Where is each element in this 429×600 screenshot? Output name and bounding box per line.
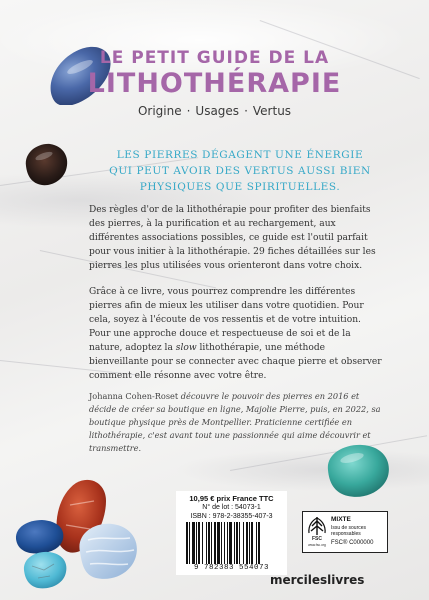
barcode-bar: [246, 522, 248, 564]
fsc-source: Issu de sources: [331, 525, 367, 531]
subtitle-vertus: Vertus: [252, 104, 292, 118]
barcode-bar: [224, 522, 225, 564]
barcode-bar: [196, 522, 197, 564]
lead-line: QUI PEUT AVOIR DES VERTUS AUSSI BIEN: [109, 165, 371, 177]
barcode-bar: [186, 522, 188, 564]
author-bio-text: découvre le pouvoir des pierres en 2016 et décide de créer sa boutique en ligne, Majolie Pierre, puis, en 2022, sa boutique physique près de Montpellier. Praticienne certifiée en lithothérapie, c'est avant tout une passionnée qui aime découvrir et transmettre.: [89, 391, 381, 453]
author-name: Johanna Cohen-Roset: [89, 391, 179, 401]
barcode-bar: [249, 522, 250, 564]
subtitle-usages: Usages: [195, 104, 240, 118]
barcode-bar: [221, 522, 222, 564]
paragraph-1: Des règles d'or de la lithothérapie pour profiter des bienfaits des pierres, à la purification et au rechargement, aux différentes associations possibles, ce guide est l'outil parfait pour vous initier à la lithothérapie. 29 fiches détaillées sur les pierres les plus utilisées vous orienteront dans votre choix.: [89, 205, 376, 271]
title-line-1: LE PETIT GUIDE DE LA: [99, 48, 330, 68]
paragraph-2: [89, 285, 383, 383]
fsc-responsable: responsables: [331, 531, 361, 537]
barcode-bar: [227, 522, 228, 564]
isbn-text: ISBN : 978-2-38355-407-3: [190, 513, 273, 520]
barcode-bar: [256, 522, 257, 564]
lead-line: PHYSIQUES QUE SPIRITUELLES.: [139, 181, 341, 193]
fsc-mixte: MIXTE: [331, 516, 351, 523]
paragraph-2-end: lithothérapie, une méthode bienveillante pour se connecter avec chaque pierre et observer comment elle résonne avec votre être.: [89, 343, 382, 381]
barcode-icon: [186, 522, 278, 564]
barcode-bar: [198, 522, 200, 564]
price-text: 10,95 € prix France TTC: [189, 494, 274, 503]
blue-lace-agate-stone-icon: [72, 518, 144, 584]
subtitle-origine: Origine: [137, 104, 182, 118]
barcode-bar: [192, 522, 195, 564]
barcode-bar: [189, 522, 190, 564]
fsc-url: www.fsc.org: [308, 543, 326, 547]
barcode-bar: [234, 522, 235, 564]
barcode-bar: [214, 522, 216, 564]
lot-number: N° de lot : 54073-1: [202, 504, 261, 511]
barcode-bar: [251, 522, 253, 564]
subtitle-separator: ·: [244, 104, 248, 118]
barcode-bar: [243, 522, 244, 564]
subtitle-separator: ·: [186, 104, 191, 118]
fsc-code: FSC® C000000: [331, 540, 374, 546]
publisher-logo: [270, 573, 364, 587]
fsc-logo-text: FSC: [312, 536, 322, 542]
subtitle: [0, 104, 429, 118]
barcode-bar: [239, 522, 240, 564]
turquoise-small-stone-icon: [20, 548, 70, 592]
lead-statement: [90, 147, 390, 195]
barcode-bar: [217, 522, 220, 564]
barcode-label: [176, 491, 287, 575]
barcode-bar: [206, 522, 207, 564]
barcode-bar: [229, 522, 232, 564]
barcode-bar: [211, 522, 212, 564]
fsc-label: [302, 511, 388, 553]
barcode-bar: [258, 522, 260, 564]
lead-line: LES PIERRES DÉGAGENT UNE ÉNERGIE: [116, 149, 364, 161]
barcode-bar: [208, 522, 210, 564]
publisher-name: mercileslivres: [270, 573, 365, 587]
title-line-2: LITHOTHÉRAPIE: [87, 68, 342, 99]
barcode-bar: [236, 522, 238, 564]
barcode-digits: 9 782383 554073: [193, 564, 269, 572]
paragraph-2-start: Grâce à ce livre, vous pourrez comprendre les différentes pierres afin de mieux les utiliser dans votre quotidien. Pour cela, soyez à l'écoute de vos ressentis et de votre intuition. Pour une approche douce et respectueuse de soi et de la nature, adoptez la: [89, 287, 364, 353]
paragraph-2-slow: slow: [175, 343, 197, 353]
dark-stone-icon: [20, 140, 72, 190]
barcode-bar: [202, 522, 203, 564]
author-bio: [89, 390, 389, 455]
